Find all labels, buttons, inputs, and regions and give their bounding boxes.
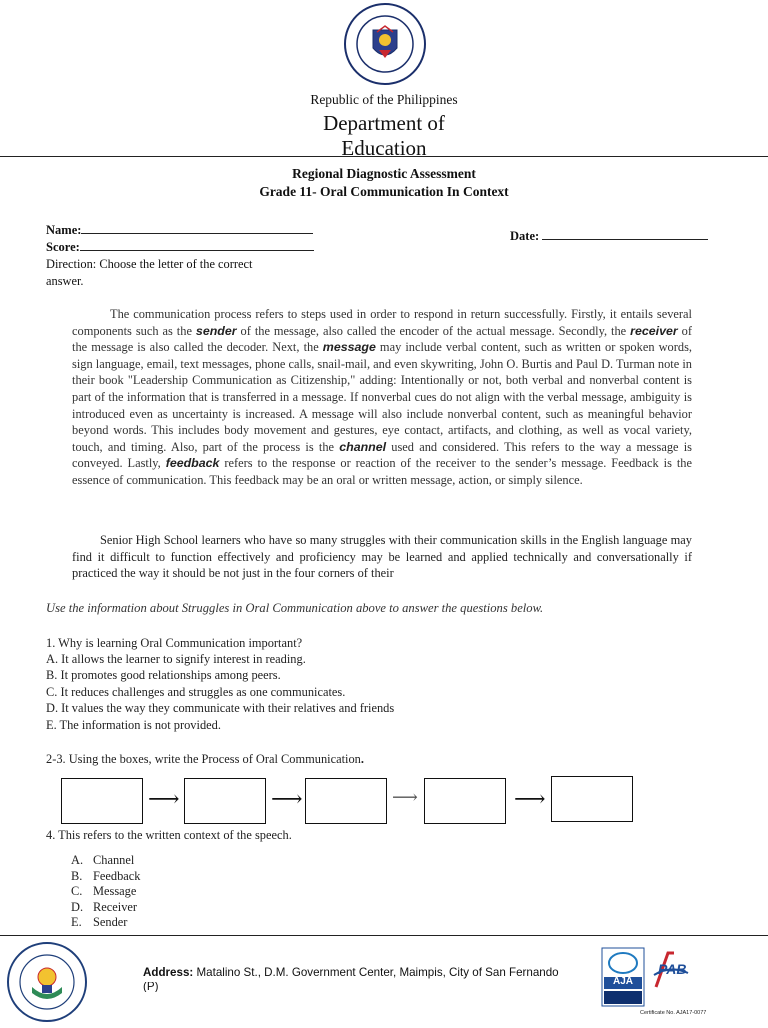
cert-number: Certificate No. AJA17-0077 bbox=[640, 1010, 707, 1016]
assessment-subtitle: Grade 11- Oral Communication In Context bbox=[259, 184, 509, 199]
arrow-icon: ⟶ bbox=[392, 787, 418, 807]
arrow-icon: ⟶ bbox=[514, 786, 546, 811]
name-label: Name: bbox=[46, 223, 82, 237]
process-box-1[interactable] bbox=[61, 778, 143, 824]
dept-line-2-clip bbox=[0, 134, 768, 155]
q4-option-d[interactable]: D. Receiver bbox=[71, 900, 138, 914]
header-divider bbox=[0, 156, 768, 157]
direction-line-2: answer. bbox=[46, 274, 84, 288]
q4-option-a[interactable]: A. Channel bbox=[71, 853, 135, 867]
passage-paragraph-1: The communication process refers to steps used in order to respond in return successfully. Firstly, it entails several components such as the sender of the message, also called the encoder of the actual message. Secondly, the receiver of the message is also called the decoder. Next, the message may include verbal content, such as written or spoken words, sign language, email, text messages, phone calls, snail-mail, and even skywriting, John O. Burtis and Paul D. Turman note in their book "Leadership Communication as Citizenship," adding: Intentionally or not, both verbal and nonverbal content is part of the information that is transferred in a message. If nonverbal cues do not align with the verbal message, ambiguity is introduced even as uncertainty is increased. A message will also include nonverbal content, such as meaningful behavior beyond words. This includes body movement and gestures, eye contact, artifacts, and clothing, as well as vocal variety, touch, and timing. Also, part of the process is the channel used and considered. This refers to the way a message is conveyed. Lastly, feedback refers to the response or reaction of the receiver to the sender’s message. Feedback is the essence of communication. This feedback may be an oral or written message, action, or simply silence. bbox=[72, 307, 693, 487]
q1-option-d[interactable]: D. It values the way they communicate with their relatives and friends bbox=[46, 701, 395, 715]
score-label: Score: bbox=[46, 240, 80, 254]
arrow-icon: ⟶ bbox=[271, 786, 303, 811]
address-cont: (P) bbox=[143, 982, 159, 992]
dept-line-2: Education bbox=[341, 136, 427, 155]
dept-line-1: Department of bbox=[323, 111, 445, 135]
q1-option-b[interactable]: B. It promotes good relationships among peers. bbox=[46, 668, 281, 682]
process-box-2[interactable] bbox=[184, 778, 266, 824]
date-label: Date: bbox=[510, 229, 540, 243]
aja-label: AJA bbox=[612, 976, 633, 987]
process-box-4[interactable] bbox=[424, 778, 506, 824]
q4-option-c[interactable]: C. Message bbox=[71, 884, 137, 898]
q4-option-e[interactable]: E. Sender bbox=[71, 915, 128, 929]
q1-option-e[interactable]: E. The information is not provided. bbox=[46, 718, 221, 732]
q1-option-a[interactable]: A. It allows the learner to signify interest in reading. bbox=[46, 652, 306, 666]
name-blank[interactable] bbox=[81, 221, 313, 234]
q4-option-b[interactable]: B. Feedback bbox=[71, 869, 141, 883]
date-blank[interactable] bbox=[542, 227, 708, 240]
instruction-text: Use the information about Struggles in Oral Communication above to answer the questions below. bbox=[46, 601, 544, 615]
footer-seal bbox=[6, 941, 88, 1023]
deped-seal bbox=[343, 2, 427, 86]
aja-cert-logo bbox=[601, 947, 645, 1007]
footer-divider bbox=[0, 935, 768, 936]
pab-cert-logo bbox=[650, 947, 692, 995]
q4-stem: 4. This refers to the written context of the speech. bbox=[46, 828, 292, 842]
q1-option-c[interactable]: C. It reduces challenges and struggles as one communicates. bbox=[46, 685, 346, 699]
score-blank[interactable] bbox=[80, 238, 314, 251]
process-box-3[interactable] bbox=[305, 778, 387, 824]
direction-line-1: Direction: Choose the letter of the correct bbox=[46, 257, 253, 271]
name-field[interactable] bbox=[46, 221, 313, 238]
assessment-title: Regional Diagnostic Assessment bbox=[292, 166, 476, 181]
term-feedback: feedback bbox=[165, 456, 220, 471]
term-receiver: receiver bbox=[630, 323, 678, 338]
process-box-5[interactable] bbox=[551, 776, 633, 822]
address-text: Matalino St., D.M. Government Center, Maimpis, City of San Fernando bbox=[193, 966, 559, 979]
term-sender: sender bbox=[195, 323, 237, 338]
footer-address-cont-clip bbox=[143, 982, 183, 992]
footer-address bbox=[143, 966, 559, 979]
term-message: message bbox=[322, 340, 376, 355]
term-channel: channel bbox=[339, 439, 387, 454]
q23-stem: 2-3. Using the boxes, write the Process of Oral Communication. bbox=[46, 752, 364, 766]
republic-line: Republic of the Philippines bbox=[310, 92, 458, 107]
q1-stem: 1. Why is learning Oral Communication important? bbox=[46, 636, 303, 650]
pab-label: PAB bbox=[658, 961, 687, 977]
date-field[interactable] bbox=[510, 227, 708, 244]
arrow-icon: ⟶ bbox=[148, 786, 180, 811]
address-label: Address: bbox=[143, 966, 194, 979]
passage-paragraph-2: Senior High School learners who have so many struggles with their communication skills in the English language may find it difficult to function effectively and proficiency may be learned and applied technically and conversationally if practiced the way it should be not just in the four corners of their bbox=[72, 533, 692, 581]
score-field[interactable] bbox=[46, 238, 314, 255]
